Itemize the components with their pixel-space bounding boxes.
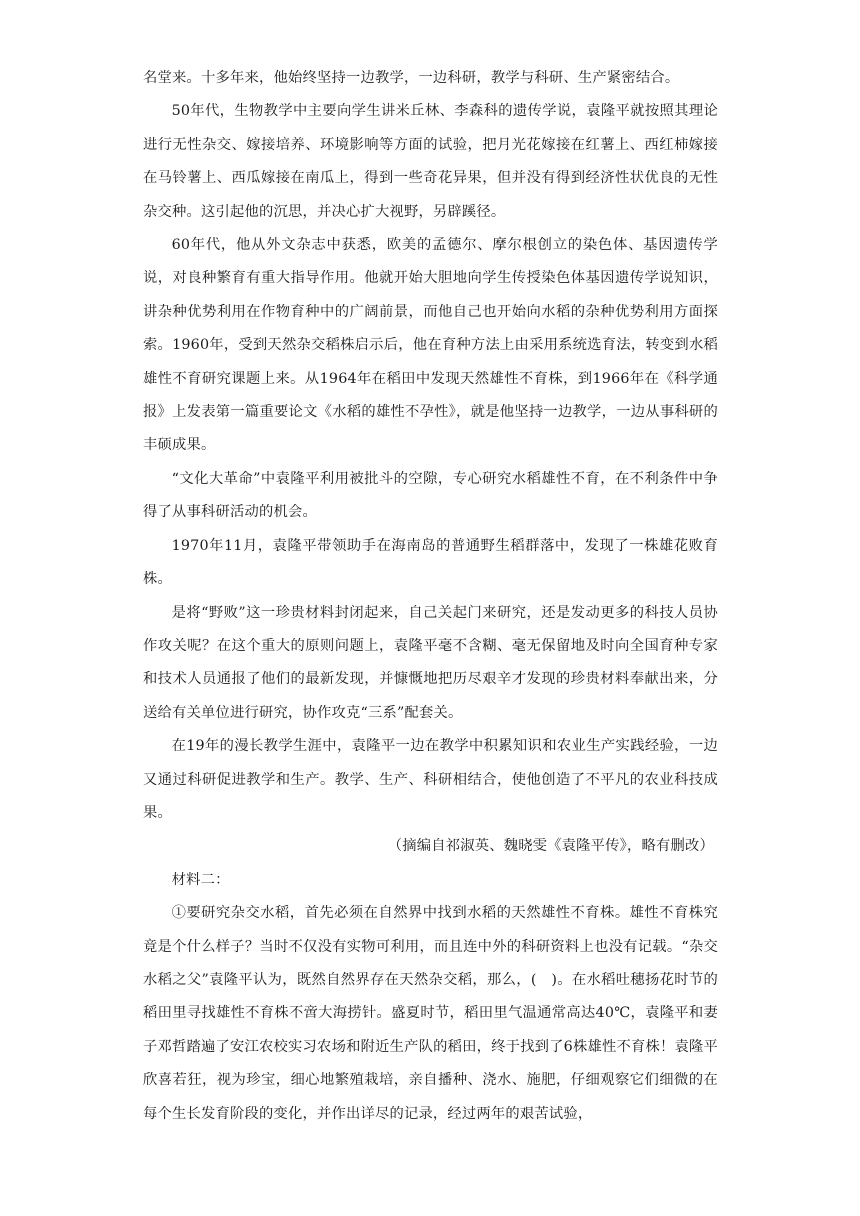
- paragraph-1960s: 60年代，他从外文杂志中获悉，欧美的孟德尔、摩尔根创立的染色体、基因遗传学说，对良种繁育有重大指导作用。他就开始大胆地向学生传授染色体基因遗传学说知识，讲杂种优势利用在作物育种中的广阔前景，而他自己也开始向水稻的杂种优势利用方面探索。1960年，受到天然杂交稻株启示后，他在育种方法上由采用系统选育法，转变到水稻雄性不育研究课题上来。从1964年在稻田中发现天然雄性不育株，到1966年在《科学通报》上发表第一篇重要论文《水稻的雄性不孕性》，就是他坚持一边教学，一边从事科研的丰硕成果。: [143, 237, 718, 454]
- source-note: （摘编自祁淑英、魏晓雯《袁隆平传》，略有删改）: [387, 838, 714, 855]
- material-two-paragraph: ①要研究杂交水稻，首先必须在自然界中找到水稻的天然雄性不育株。雄性不育株究竟是个什么样子？当时不仅没有实物可利用，而且连中外的科研资料上也没有记载。“杂交水稻之父”袁隆平认为，既然自然界存在天然杂交稻，那么，( )。在水稻吐穗扬花时节的稻田里寻找雄性不育株不啻大海捞针。盛夏时节，稻田里气温通常高达40℃，袁隆平和妻子邓哲踏遍了安江农校实习农场和附近生产队的稻田，终于找到了6株雄性不育株！袁隆平欣喜若狂，视为珍宝，细心地繁殖栽培，亲自播种、浇水、施肥，仔细观察它们细微的在每个生长发育阶段的变化，并作出详尽的记录，经过两年的艰苦试验，: [143, 905, 718, 1122]
- paragraph-cultural-revolution: “文化大革命”中袁隆平利用被批斗的空隙，专心研究水稻雄性不育，在不利条件中争得了从事科研活动的机会。: [143, 470, 718, 521]
- document-page: [143, 62, 718, 1131]
- paragraph-continuation: 名堂来。十多年来，他始终坚持一边教学，一边科研，教学与科研、生产紧密结合。: [143, 70, 680, 86]
- paragraph-teaching-career: 在19年的漫长教学生涯中，袁隆平一边在教学中积累知识和农业生产实践经验，一边又通过科研促进教学和生产。教学、生产、科研相结合，使他创造了不平凡的农业科技成果。: [143, 738, 718, 821]
- paragraph-1950s: 50年代，生物教学中主要向学生讲米丘林、李森科的遗传学说，袁隆平就按照其理论进行无性杂交、嫁接培养、环境影响等方面的试验，把月光花嫁接在红薯上、西红柿嫁接在马铃薯上、西瓜嫁接在南瓜上，得到一些奇花异果，但并没有得到经济性状优良的无性杂交种。这引起他的沉思，并决心扩大视野，另辟蹊径。: [143, 103, 718, 220]
- material-two-label: 材料二：: [171, 871, 230, 888]
- paragraph-wild-abortive: 是将“野败”这一珍贵材料封闭起来，自己关起门来研究，还是发动更多的科技人员协作攻关呢？在这个重大的原则问题上，袁隆平毫不含糊、毫无保留地及时向全国育种专家和技术人员通报了他们的最新发现，并慷慨地把历尽艰辛才发现的珍贵材料奉献出来，分送给有关单位进行研究，协作攻克“三系”配套关。: [143, 604, 718, 721]
- paragraph-1970: 1970年11月，袁隆平带领助手在海南岛的普通野生稻群落中，发现了一株雄花败育株。: [143, 537, 718, 588]
